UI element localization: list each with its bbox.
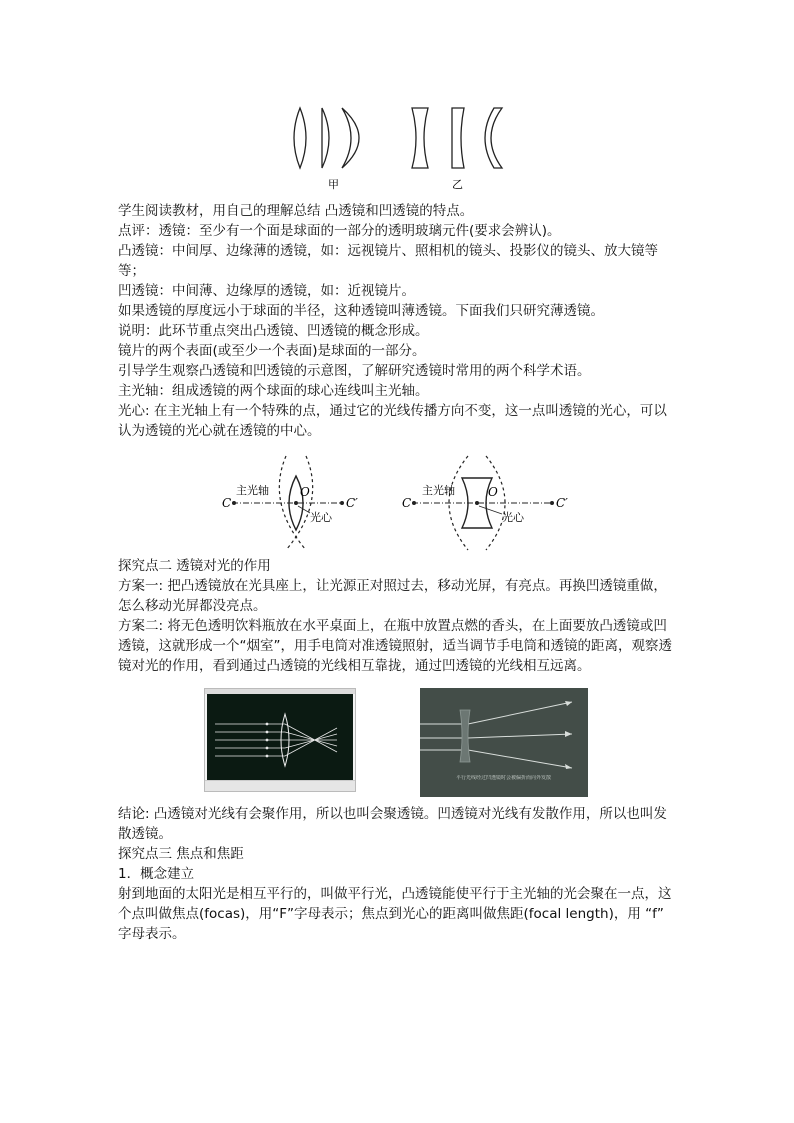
paragraph: 光心: 在主光轴上有一个特殊的点，通过它的光线传播方向不变，这一点叫透镜的光心，可以认为透镜的光心就在透镜的中心。	[118, 403, 667, 439]
convex-axis-diagram	[222, 456, 358, 550]
plano-convex-lens	[322, 108, 329, 168]
biconcave-lens	[412, 108, 428, 168]
paragraph: 射到地面的太阳光是相互平行的，叫做平行光，凸透镜能使平行于主光轴的光会聚在一点，这个点叫做焦点(focas)，用“F”字母表示；焦点到光心的距离叫做焦距(focal length)，用 “f” 字母表示。	[118, 886, 672, 942]
label-c-prime: C′	[556, 496, 568, 510]
principal-axis-figure	[218, 448, 588, 558]
plano-concave-lens	[452, 108, 464, 168]
text-block-2	[118, 556, 678, 676]
label-axis: 主光轴	[236, 484, 269, 497]
convex-lens-photo-screen	[207, 694, 353, 780]
point-c-prime	[550, 501, 554, 505]
center-pointer	[479, 506, 502, 514]
paragraph: 方案一: 把凸透镜放在光具座上，让光源正对照过去，移动光屏，有亮点。再换凹透镜重做，怎么移动光屏都没亮点。	[118, 578, 667, 614]
concave-axis-diagram	[402, 456, 568, 550]
section-heading: 探究点三 焦点和焦距	[118, 846, 244, 862]
paragraph: 主光轴：组成透镜的两个球面的球心连线叫主光轴。	[118, 383, 429, 399]
section-heading: 探究点二 透镜对光的作用	[118, 558, 271, 574]
paragraph: 镜片的两个表面(或至少一个表面)是球面的一部分。	[118, 343, 426, 359]
paragraph: 学生阅读教材，用自己的理解总结 凸透镜和凹透镜的特点。	[118, 203, 474, 219]
paragraph: 凹透镜：中间薄、边缘厚的透镜，如：近视镜片。	[118, 283, 415, 299]
subheading: 1．概念建立	[118, 866, 195, 882]
paragraph: 说明：此环节重点突出凸透镜、凹透镜的概念形成。	[118, 323, 429, 339]
text-block-1	[118, 201, 678, 441]
paragraph: 点评：透镜：至少有一个面是球面的一部分的透明玻璃元件(要求会辨认)。	[118, 223, 561, 239]
convex-lens-photo	[204, 688, 356, 792]
biconvex-lens	[294, 108, 306, 168]
label-axis: 主光轴	[422, 484, 455, 497]
label-c: C	[402, 496, 412, 510]
label-concave: 乙	[452, 178, 463, 191]
meniscus-concave-lens	[485, 108, 502, 168]
concave-lens-photo	[420, 688, 588, 797]
paragraph: 凸透镜：中间厚、边缘薄的透镜，如：远视镜片、照相机的镜头、投影仪的镜头、放大镜等等；	[118, 243, 658, 279]
label-c: C	[222, 496, 232, 510]
point-c	[232, 501, 236, 505]
point-o	[294, 501, 298, 505]
point-o	[475, 501, 479, 505]
point-c-prime	[340, 501, 344, 505]
meniscus-convex-lens	[342, 108, 359, 168]
text-block-3	[118, 804, 678, 944]
paragraph: 结论: 凸透镜对光线有会聚作用，所以也叫会聚透镜。凹透镜对光线有发散作用，所以也叫发散透镜。	[118, 806, 667, 842]
paragraph: 引导学生观察凸透镜和凹透镜的示意图，了解研究透镜时常用的两个科学术语。	[118, 363, 591, 379]
label-optical-center: 光心	[310, 511, 332, 524]
label-o: O	[488, 485, 498, 499]
label-convex: 甲	[328, 178, 339, 191]
point-c	[412, 501, 416, 505]
label-o: O	[300, 485, 310, 499]
concave-photo-caption: 平行光线经过凹透镜时会被偏折而向外发散	[456, 775, 552, 781]
label-c-prime: C′	[346, 496, 358, 510]
paragraph: 方案二: 将无色透明饮料瓶放在水平桌面上，在瓶中放置点燃的香头，在上面要放凸透镜或凹透镜，这就形成一个“烟室”，用手电筒对准透镜照射，适当调节手电筒和透镜的距离，观察透镜对光的作用，看到通过凸透镜的光线相互靠拢，通过凹透镜的光线相互远离。	[118, 618, 672, 674]
center-pointer	[298, 506, 310, 513]
photo-controls	[205, 780, 355, 791]
paragraph: 如果透镜的厚度远小于球面的半径，这种透镜叫薄透镜。下面我们只研究薄透镜。	[118, 303, 604, 319]
lens-shapes-figure	[280, 100, 520, 195]
label-optical-center: 光心	[502, 511, 524, 524]
